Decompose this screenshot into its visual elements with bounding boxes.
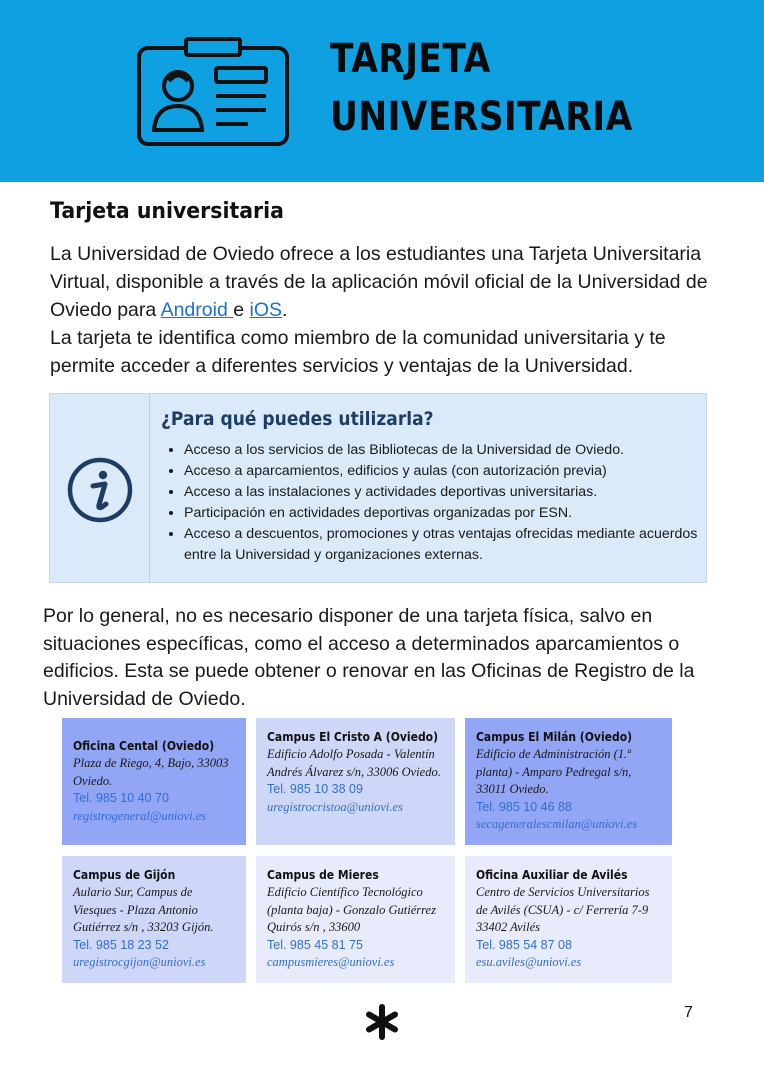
- office-name: Campus El Cristo A (Oviedo): [267, 730, 439, 744]
- android-link[interactable]: Android: [160, 299, 234, 321]
- office-name: Oficina Auxiliar de Avilés: [476, 868, 628, 882]
- office-phone[interactable]: Tel. 985 10 46 88: [476, 799, 572, 814]
- office-address: Edificio Adolfo Posada - Valentín Andrés Álvarez s/n, 33006 Oviedo.: [267, 747, 441, 779]
- id-card-icon: [136, 36, 290, 148]
- page-title: [330, 30, 682, 146]
- office-name: Oficina Cental (Oviedo): [73, 739, 215, 753]
- list-item: • Participación en actividades deportivas organizadas por ESN.: [184, 503, 709, 524]
- page-title-line-1: TARJETA: [330, 36, 491, 82]
- office-email[interactable]: uregistrocristoa@uniovi.es: [267, 799, 403, 814]
- office-email[interactable]: esu.aviles@uniovi.es: [476, 955, 582, 969]
- list-item: • Acceso a aparcamientos, edificios y aulas (con autorización previa): [184, 461, 709, 482]
- list-item: • Acceso a las instalaciones y actividades deportivas universitarias.: [184, 482, 709, 503]
- intro-paragraph-1: [50, 240, 710, 324]
- office-card-cristo: [256, 718, 455, 845]
- office-card-gijon: [62, 856, 246, 983]
- office-phone[interactable]: Tel. 985 54 87 08: [476, 937, 572, 952]
- list-item: • Acceso a descuentos, promociones y otras ventajas ofrecidas mediante acuerdos entre la Universidad y organizaciones externas.: [184, 524, 709, 566]
- office-address: Centro de Servicios Universitarios de Avilés (CSUA) - c/ Ferrería 7-9 33402 Avilés: [476, 885, 650, 934]
- page-number: 7: [684, 1004, 693, 1021]
- info-icon: [66, 456, 134, 524]
- intro-paragraph-2: La tarjeta te identifica como miembro de la comunidad universitaria y te permite acceder a diferentes servicios y ventajas de la Universidad.: [50, 327, 666, 377]
- info-icon-column: [50, 394, 150, 582]
- office-address: Plaza de Riego, 4, Bajo, 33003 Oviedo.: [73, 756, 229, 788]
- intro-text-b: e: [233, 299, 250, 321]
- intro-paragraph: [50, 240, 710, 380]
- ios-link[interactable]: iOS: [249, 299, 282, 321]
- office-address: Edificio Científico Tecnológico (planta baja) - Gonzalo Gutiérrez Quirós s/n , 33600: [267, 885, 436, 934]
- office-name: Campus de Mieres: [267, 868, 379, 882]
- info-box-title: ¿Para qué puedes utilizarla?: [161, 408, 434, 430]
- office-card-milan: [465, 718, 672, 845]
- section-heading: Tarjeta universitaria: [50, 199, 284, 224]
- info-list: [164, 440, 709, 566]
- registry-paragraph: Por lo general, no es necesario disponer de una tarjeta física, salvo en situaciones específicas, como el acceso a determinados aparcamientos o edificios. Esta se puede obtener o renovar en las Oficinas de Registro de la Universidad de Oviedo.: [43, 605, 695, 710]
- office-name: Campus de Gijón: [73, 868, 176, 882]
- list-item: • Acceso a los servicios de las Bibliotecas de la Universidad de Oviedo.: [184, 440, 709, 461]
- office-email[interactable]: registrogeneral@uniovi.es: [73, 808, 207, 823]
- office-phone[interactable]: Tel. 985 18 23 52: [73, 937, 169, 952]
- office-email[interactable]: secageneralescmilan@uniovi.es: [476, 817, 638, 831]
- intro-text-a: La Universidad de Oviedo ofrece a los estudiantes una Tarjeta Universitaria Virtual, disponible a través de la aplicación móvil oficial de la Universidad de Oviedo para: [50, 243, 708, 321]
- office-email[interactable]: uregistrocgijon@uniovi.es: [73, 955, 206, 969]
- office-phone[interactable]: Tel. 985 10 40 70: [73, 791, 169, 805]
- page-title-line-2: UNIVERSITARIA: [330, 94, 633, 140]
- info-box: [49, 393, 707, 583]
- office-email[interactable]: campusmieres@uniovi.es: [267, 955, 395, 969]
- office-name: Campus El Milán (Oviedo): [476, 730, 633, 744]
- office-address: Aulario Sur, Campus de Viesques - Plaza Antonio Gutiérrez s/n , 33203 Gijón.: [73, 885, 214, 934]
- office-phone[interactable]: Tel. 985 45 81 75: [267, 937, 363, 952]
- office-card-central: [62, 718, 246, 845]
- office-card-mieres: [256, 856, 455, 983]
- office-card-aviles: [465, 856, 672, 983]
- office-phone[interactable]: Tel. 985 10 38 09: [267, 782, 363, 796]
- office-address: Edificio de Administración (1.ª planta) - Amparo Pedregal s/n, 33011 Oviedo.: [476, 747, 632, 796]
- page-header: [0, 0, 764, 182]
- intro-text-c: .: [282, 299, 288, 321]
- asterisk-logo-icon: [364, 1004, 400, 1040]
